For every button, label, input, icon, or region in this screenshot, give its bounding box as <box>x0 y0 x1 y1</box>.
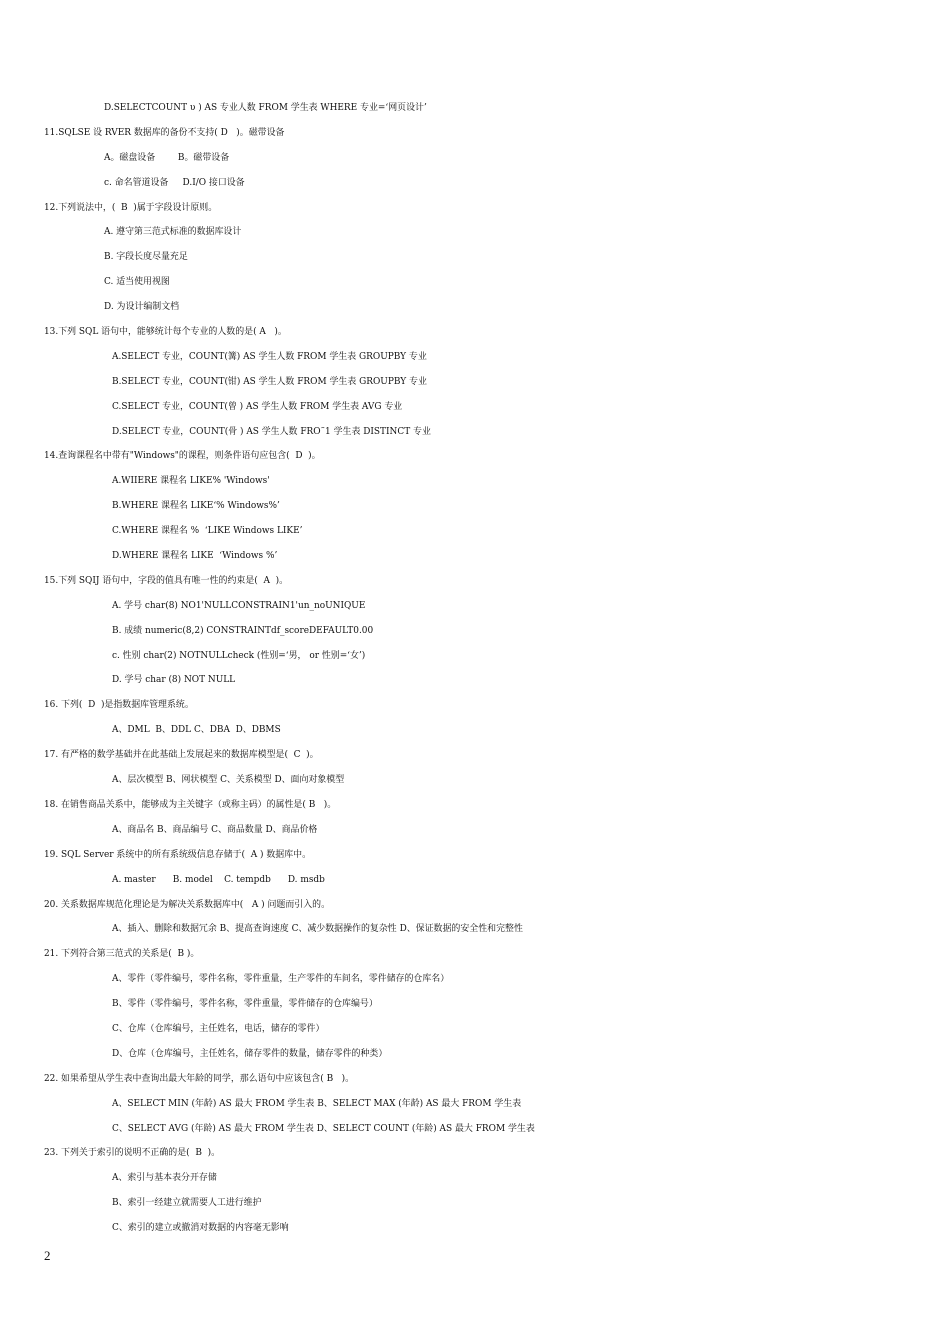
option-line: B. 字段长度尽量充足 <box>104 252 188 263</box>
question-line: 17. 有严格的数学基础并在此基础上发展起来的数据库模型是( C )。 <box>44 750 319 761</box>
option-line: A。磁盘设备 B。磁带设备 <box>104 152 230 163</box>
option-line: C、SELECT AVG (年龄) AS 最大 FROM 学生表 D、SELECT COUNT (年龄) AS 最大 FROM 学生表 <box>112 1123 535 1134</box>
question-line: 18. 在销售商品关系中，能够成为主关键字（或称主码）的属性是( B )。 <box>44 799 337 810</box>
question-line: 20. 关系数据库规范化理论是为解决关系数据库中( A ) 问题而引入的。 <box>44 899 331 910</box>
option-line: B.SELECT 专业，COUNT(钳) AS 学生人数 FROM 学生表 GROUPBY 专业 <box>112 376 427 387</box>
option-line: A. 学号 char(8) NO1'NULLCONSTRAIN1'un_noUNIQUE <box>112 600 366 611</box>
option-line: B. 成绩 numeric(8,2) CONSTRAINTdf_scoreDEFAULT0.00 <box>112 625 374 636</box>
option-line: C、索引的建立或撤消对数据的内容毫无影响 <box>112 1223 289 1234</box>
option-line: A、SELECT MIN (年龄) AS 最大 FROM 学生表 B、SELECT MAX (年龄) AS 最大 FROM 学生表 <box>112 1098 522 1109</box>
option-line: A、插入、删除和数据冗余 B、提高查询速度 C、减少数据操作的复杂性 D、保证数据的安全性和完整性 <box>112 924 523 935</box>
question-line: 14.查询课程名中带有"Windows"的课程，则条件语句应包含( D )。 <box>44 451 321 462</box>
option-line: B、索引一经建立就需要人工进行维护 <box>112 1198 262 1209</box>
option-line: A、层次模型 B、网状模型 C、关系模型 D、面向对象模型 <box>112 775 345 786</box>
option-line: C.WHERE 课程名 % ‘LIKE Windows LIKE’ <box>112 526 303 537</box>
option-line: A、索引与基本表分开存储 <box>112 1173 217 1184</box>
option-line: c. 命名管道设备 D.I/O 接口设备 <box>104 177 245 188</box>
question-line: 13.下列 SQL 语句中，能够统计每个专业的人数的是( A )。 <box>44 327 287 338</box>
option-line: A、DML B、DDL C、DBA D、DBMS <box>112 725 281 736</box>
option-line: C. 适当使用视图 <box>104 277 170 288</box>
question-line: 21. 下列符合第三范式的关系是( B )。 <box>44 949 200 960</box>
option-line: D.SELECTCOUNT υ ) AS 专业人数 FROM 学生表 WHERE 专业=‘网页设计’ <box>104 103 427 113</box>
page-number: 2 <box>44 1248 51 1263</box>
option-line: D. 为设计编制文档 <box>104 302 180 313</box>
option-line: D、仓库（仓库编号，主任姓名，储存零件的数量，储存零件的种类） <box>112 1048 388 1059</box>
question-line: 16. 下列( D )是指数据库管理系统。 <box>44 700 194 711</box>
option-line: D. 学号 char (8) NOT NULL <box>112 675 236 686</box>
option-line: B.WHERE 课程名 LIKE‘% Windows%’ <box>112 501 280 512</box>
option-line: A. 遵守第三范式标准的数据库设计 <box>104 227 242 238</box>
question-line: 11.SQLSE 设 RVER 数据库的备份不支持( D )。磁带设备 <box>44 127 285 138</box>
document-body <box>0 96 950 1241</box>
option-line: A. master B. model C. tempdb D. msdb <box>112 874 325 885</box>
question-line: 22. 如果希望从学生表中查询出最大年龄的同学，那么语句中应该包含( B )。 <box>44 1073 355 1084</box>
question-line: 15.下列 SQIJ 语句中，字段的值具有唯一性的约束是( A )。 <box>44 575 289 586</box>
option-line: A、零件（零件编号，零件名称，零件重量，生产零件的车间名，零件储存的仓库名） <box>112 974 450 985</box>
question-line: 23. 下列关于索引的说明不正确的是( B )。 <box>44 1148 221 1159</box>
option-line: A.SELECT 专业，COUNT(篝) AS 学生人数 FROM 学生表 GROUPBY 专业 <box>112 351 427 362</box>
option-line: A、商品名 B、商品编号 C、商品数量 D、商品价格 <box>112 824 318 835</box>
option-line: D.WHERE 课程名 LIKE ‘Windows %’ <box>112 551 278 562</box>
option-line: c. 性别 char(2) NOTNULLcheck (性别=‘男， or 性别=‘女’) <box>112 650 366 661</box>
option-line: B、零件（零件编号，零件名称，零件重量，零件储存的仓库编号） <box>112 999 378 1010</box>
question-line: 12.下列说法中，( B )属于字段设计原则。 <box>44 202 218 213</box>
option-line: A.WIIERE 课程名 LIKE% 'Windows' <box>112 476 270 487</box>
option-line: D.SELECT 专业，COUNT(骨 ) AS 学生人数 FRO˜1 学生表 DISTINCT 专业 <box>112 426 431 437</box>
option-line: C.SELECT 专业，COUNT(曾 ) AS 学生人数 FROM 学生表 AVG 专业 <box>112 401 403 412</box>
option-line: C、仓库（仓库编号，主任姓名，电话，储存的零件） <box>112 1023 325 1034</box>
question-line: 19. SQL Server 系统中的所有系统级信息存储于( A ) 数据库中。 <box>44 849 312 860</box>
